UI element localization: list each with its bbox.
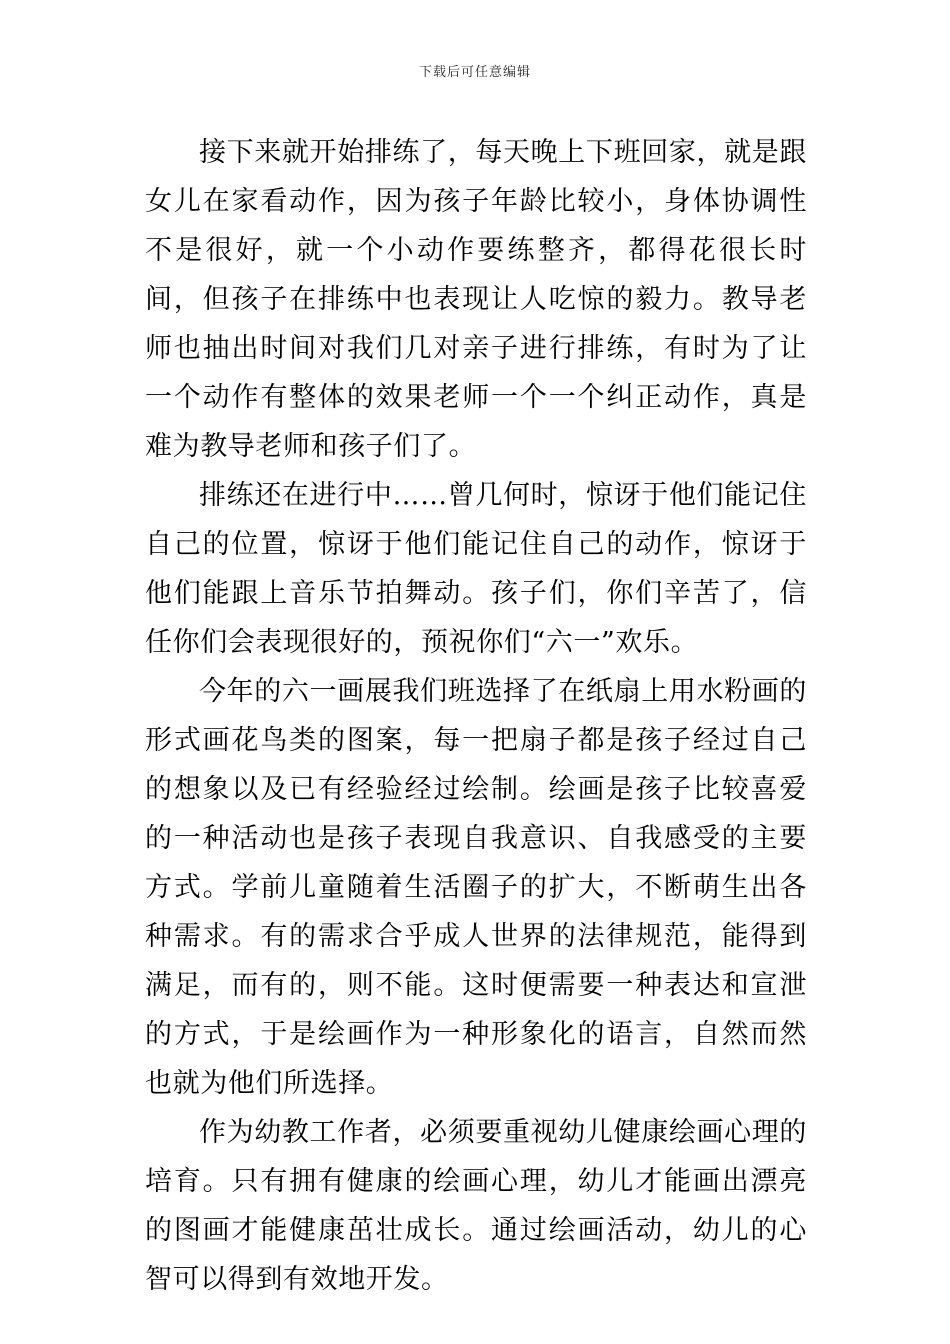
paragraph-rehearsal: 接下来就开始排练了，每天晚上下班回家，就是跟女儿在家看动作，因为孩子年龄比较小，身体协调性不是很好，就一个小动作要练整齐，都得花很长时间，但孩子在排练中也表现让人吃惊的毅力。教导老师也抽出时间对我们几对亲子进行排练，有时为了让一个动作有整体的效果老师一个一个纠正动作，真是难为教导老师和孩子们了。 [145,137,807,462]
document-body [145,128,807,1304]
header-note: 下载后可任意编辑 [418,65,531,80]
paragraph-educator-role: 作为幼教工作者，必须要重视幼儿健康绘画心理的培育。只有拥有健康的绘画心理，幼儿才能画出漂亮的图画才能健康茁壮成长。通过绘画活动，幼儿的心智可以得到有效地开发。 [145,1117,807,1295]
paragraph-art-exhibition: 今年的六一画展我们班选择了在纸扇上用水粉画的形式画花鸟类的图案，每一把扇子都是孩子经过自己的想象以及已有经验经过绘制。绘画是孩子比较喜爱的一种活动也是孩子表现自我意识、自我感受的主要方式。学前儿童随着生活圈子的扩大，不断萌生出各种需求。有的需求合乎成人世界的法律规范，能得到满足，而有的，则不能。这时便需要一种表达和宣泄的方式，于是绘画作为一种形象化的语言，自然而然也就为他们所选择。 [145,676,807,1099]
paragraph-still-rehearsing: 排练还在进行中……曾几何时，惊讶于他们能记住自己的位置，惊讶于他们能记住自己的动作，惊讶于他们能跟上音乐节拍舞动。孩子们，你们辛苦了，信任你们会表现很好的，预祝你们“六一”欢乐。 [145,480,807,658]
